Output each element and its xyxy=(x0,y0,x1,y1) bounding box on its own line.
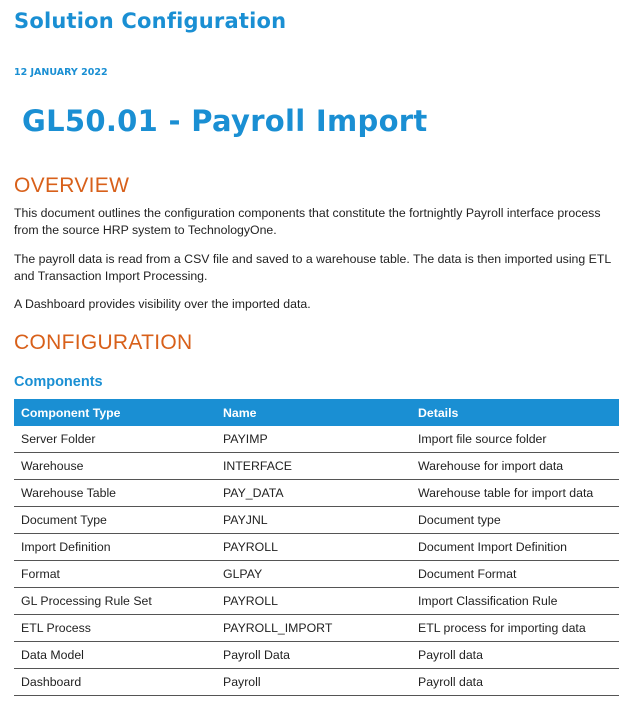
details-cell: Warehouse for import data xyxy=(411,453,619,480)
table-row xyxy=(14,615,619,642)
details-cell: Import Classification Rule xyxy=(411,588,619,615)
overview-paragraph: A Dashboard provides visibility over the imported data. xyxy=(14,297,311,311)
overview-paragraph: The payroll data is read from a CSV file and saved to a warehouse table. The data is then imported using ETL and Transaction Import Processing. xyxy=(14,252,611,283)
table-row xyxy=(14,669,619,696)
table-row xyxy=(14,561,619,588)
component-type-cell: Dashboard xyxy=(14,669,216,696)
configuration-heading: CONFIGURATION xyxy=(14,331,193,354)
column-header-component-type: Component Type xyxy=(14,399,216,426)
document-heading: GL50.01 - Payroll Import xyxy=(22,104,428,138)
table-row xyxy=(14,588,619,615)
name-cell: PAYJNL xyxy=(216,507,411,534)
name-cell: PAY_DATA xyxy=(216,480,411,507)
name-cell: PAYROLL_IMPORT xyxy=(216,615,411,642)
table-row xyxy=(14,507,619,534)
component-type-cell: Data Model xyxy=(14,642,216,669)
details-cell: Document Import Definition xyxy=(411,534,619,561)
overview-heading: OVERVIEW xyxy=(14,174,130,197)
table-header-row xyxy=(14,399,619,426)
component-type-cell: Server Folder xyxy=(14,426,216,453)
details-cell: Payroll data xyxy=(411,669,619,696)
component-type-cell: Document Type xyxy=(14,507,216,534)
details-cell: Document type xyxy=(411,507,619,534)
column-header-name: Name xyxy=(216,399,411,426)
details-cell: Warehouse table for import data xyxy=(411,480,619,507)
component-type-cell: GL Processing Rule Set xyxy=(14,588,216,615)
overview-paragraph: This document outlines the configuration components that constitute the fortnightly Payroll interface process from the source HRP system to TechnologyOne. xyxy=(14,206,601,237)
component-type-cell: Format xyxy=(14,561,216,588)
component-type-cell: Warehouse xyxy=(14,453,216,480)
table-row xyxy=(14,534,619,561)
details-cell: Import file source folder xyxy=(411,426,619,453)
table-row xyxy=(14,426,619,453)
table-row xyxy=(14,480,619,507)
components-table xyxy=(14,399,619,696)
components-heading: Components xyxy=(14,374,103,390)
name-cell: Payroll Data xyxy=(216,642,411,669)
column-header-details: Details xyxy=(411,399,619,426)
details-cell: ETL process for importing data xyxy=(411,615,619,642)
component-type-cell: ETL Process xyxy=(14,615,216,642)
name-cell: GLPAY xyxy=(216,561,411,588)
details-cell: Payroll data xyxy=(411,642,619,669)
name-cell: INTERFACE xyxy=(216,453,411,480)
table-row xyxy=(14,453,619,480)
name-cell: PAYROLL xyxy=(216,534,411,561)
table-row xyxy=(14,642,619,669)
component-type-cell: Warehouse Table xyxy=(14,480,216,507)
name-cell: PAYIMP xyxy=(216,426,411,453)
table-body xyxy=(14,426,619,696)
name-cell: PAYROLL xyxy=(216,588,411,615)
doc-title: Solution Configuration xyxy=(14,9,287,33)
name-cell: Payroll xyxy=(216,669,411,696)
doc-date: 12 JANUARY 2022 xyxy=(14,67,108,78)
component-type-cell: Import Definition xyxy=(14,534,216,561)
details-cell: Document Format xyxy=(411,561,619,588)
